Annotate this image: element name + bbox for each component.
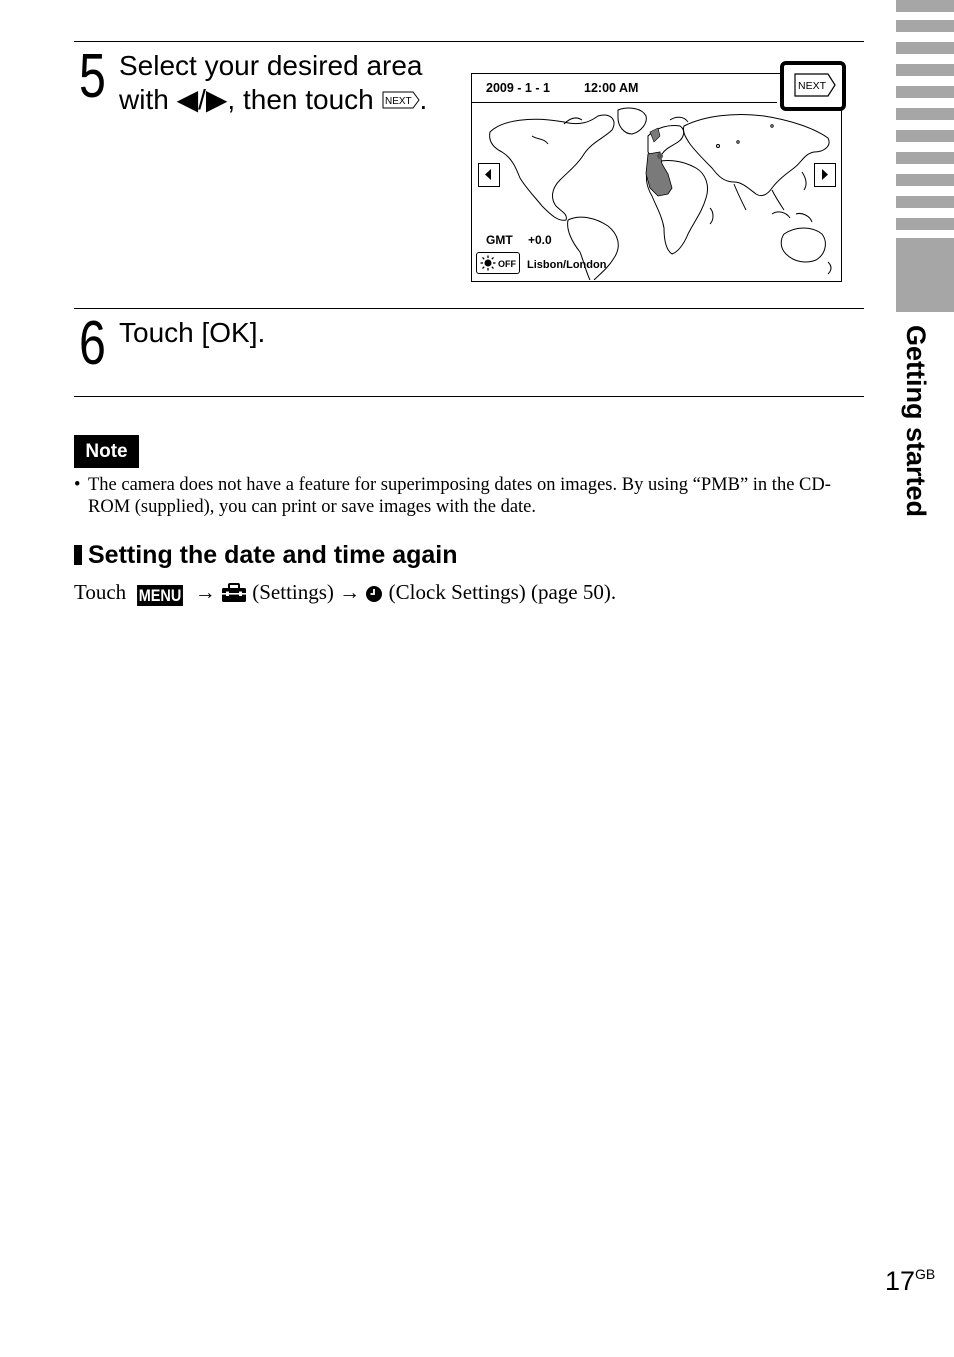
divider-middle	[74, 308, 864, 309]
gmt-offset: +0.0	[528, 233, 552, 247]
touch-word: Touch	[74, 580, 127, 604]
divider-bottom	[74, 396, 864, 397]
note-label: Note	[74, 435, 139, 468]
page-number-suffix: GB	[915, 1266, 936, 1282]
step-5-line1: Select your desired area	[119, 50, 423, 81]
arrow-1: →	[194, 580, 216, 604]
daylight-saving-button[interactable]	[476, 252, 520, 274]
right-arrow-icon	[815, 164, 834, 185]
clock-settings-label: (Clock Settings) (page 50).	[388, 580, 617, 604]
selected-city: Lisbon/London	[527, 259, 607, 271]
daylight-saving-state: OFF	[498, 259, 516, 269]
side-tab-text: Getting started	[901, 325, 931, 518]
section-heading	[74, 541, 458, 570]
next-button-highlight	[780, 61, 846, 111]
step-6-number: 6	[79, 309, 106, 378]
side-tab-stripes	[896, 0, 954, 312]
svg-text:NEXT: NEXT	[798, 80, 827, 92]
next-button[interactable]	[794, 73, 836, 97]
divider-top	[74, 41, 864, 42]
clock-set-screen	[471, 73, 842, 282]
step-5-line2-text: with ◀/▶, then touch	[119, 84, 374, 115]
settings-toolbox-icon	[221, 583, 247, 603]
daylight-saving-icon	[480, 255, 496, 271]
left-arrow-button[interactable]	[478, 163, 500, 187]
step-5-number: 5	[79, 42, 106, 111]
left-arrow-icon	[479, 164, 498, 185]
side-tab-label	[887, 325, 933, 545]
section-title: Setting the date and time again	[88, 541, 458, 569]
arrow-2: →	[339, 580, 361, 604]
screen-time: 12:00 AM	[584, 81, 639, 95]
menu-path-instruction	[74, 580, 616, 606]
menu-icon: MENU	[139, 586, 182, 605]
note-bullet: •	[74, 475, 81, 495]
world-map	[472, 102, 840, 280]
next-icon	[382, 91, 420, 109]
right-arrow-button[interactable]	[814, 163, 836, 187]
svg-text:NEXT: NEXT	[384, 95, 412, 107]
screen-header	[472, 74, 777, 103]
screen-date: 2009 - 1 - 1	[486, 81, 550, 95]
step-5-line2-period: .	[419, 84, 428, 115]
step-6-instruction: Touch [OK].	[119, 317, 266, 348]
clock-icon	[365, 585, 383, 603]
heading-marker	[74, 545, 82, 565]
page-number	[885, 1266, 935, 1297]
note-body: The camera does not have a feature for superimposing dates on images. By using “PMB” in the CD-ROM (supplied), you can print or save images with the date.	[88, 475, 831, 517]
settings-label: (Settings)	[252, 580, 334, 604]
step-5-line2	[119, 83, 427, 117]
gmt-label: GMT	[486, 233, 513, 247]
note-text	[74, 474, 854, 518]
step-5-instruction	[119, 49, 427, 117]
page-number-value: 17	[885, 1266, 916, 1296]
